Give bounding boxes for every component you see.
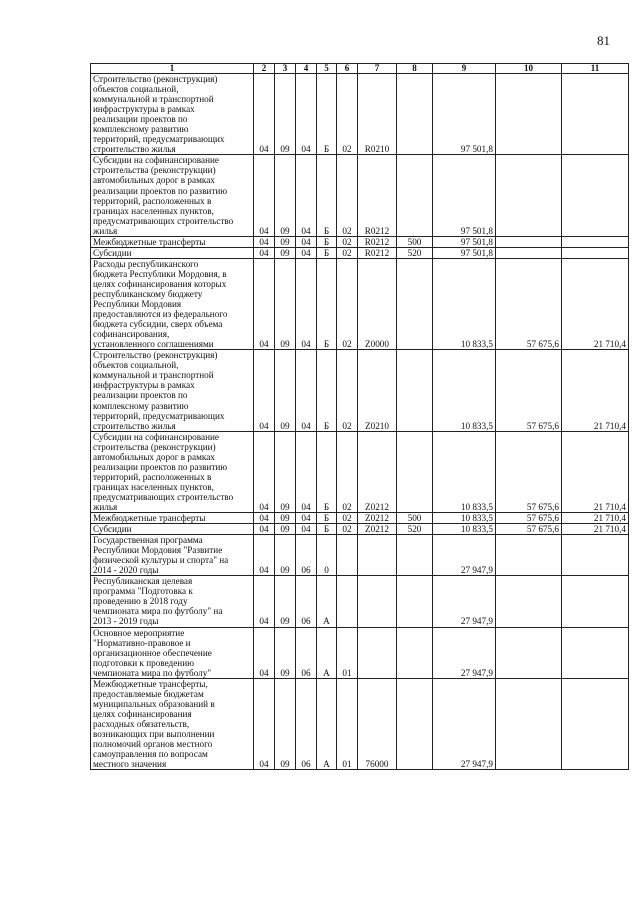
code-direction: 76000 (358, 678, 397, 769)
description-line: строительство жилья (93, 420, 176, 431)
code-section: 04 (254, 627, 275, 678)
amount-col9: 10 833,5 (433, 431, 496, 512)
description-line: Основное мероприятие (93, 627, 185, 638)
code-subprogram: Б (317, 155, 337, 236)
description-line: Субсидии на софинансирование (93, 431, 219, 442)
description-line: территорий, расположенных в (93, 471, 212, 482)
code-program: 06 (296, 535, 317, 576)
description-line: территорий, предусматривающих (93, 134, 225, 145)
amount-col9: 27 947,9 (433, 678, 496, 769)
code-expense-type: 520 (397, 247, 433, 258)
amount-col10 (496, 247, 562, 258)
table-row (91, 535, 629, 576)
description-line: реализации проектов по (93, 390, 188, 401)
code-section: 04 (254, 524, 275, 535)
code-activity: 02 (337, 236, 358, 247)
row-description (91, 258, 254, 349)
code-activity: 02 (337, 524, 358, 535)
description-line: чемпионата мира по футболу" на (93, 606, 223, 617)
amount-col9: 10 833,5 (433, 524, 496, 535)
code-activity: 01 (337, 627, 358, 678)
description-line: границах населенных пунктов, (93, 481, 214, 492)
code-expense-type (397, 258, 433, 349)
description-line: предусматривающих строительство (93, 215, 234, 226)
column-header: 2 (254, 64, 275, 74)
description-line: коммунальной и транспортной (93, 370, 214, 381)
amount-col11 (562, 678, 629, 769)
code-subsection: 09 (275, 678, 296, 769)
amount-col11: 21 710,4 (562, 350, 629, 431)
column-header: 1 (91, 64, 254, 74)
description-line: комплексному развитию (93, 400, 189, 411)
code-expense-type: 520 (397, 524, 433, 535)
code-program: 04 (296, 155, 317, 236)
code-direction: Z0212 (358, 431, 397, 512)
table-row (91, 524, 629, 535)
description-line: Строительство (реконструкция) (93, 74, 218, 84)
description-line: Субсидии (93, 247, 132, 258)
description-line: полномочий органов местного (93, 739, 213, 750)
code-expense-type (397, 350, 433, 431)
code-expense-type (397, 74, 433, 155)
row-description (91, 155, 254, 236)
row-description (91, 247, 254, 258)
code-program: 04 (296, 513, 317, 524)
amount-col11 (562, 535, 629, 576)
description-line: реализации проектов по развитию (93, 185, 228, 196)
amount-col10 (496, 535, 562, 576)
table-row (91, 627, 629, 678)
description-line: "Нормативно-правовое и (93, 637, 191, 648)
description-line: границах населенных пунктов, (93, 205, 214, 216)
code-activity: 01 (337, 678, 358, 769)
code-direction: Z0212 (358, 524, 397, 535)
description-line: комплексному развитию (93, 124, 189, 135)
code-expense-type (397, 155, 433, 236)
code-program: 04 (296, 247, 317, 258)
code-activity: 02 (337, 155, 358, 236)
description-line: территорий, расположенных в (93, 195, 212, 206)
code-expense-type (397, 431, 433, 512)
amount-col10 (496, 236, 562, 247)
code-subprogram: Б (317, 431, 337, 512)
description-line: местного значения (93, 759, 167, 770)
code-subprogram: А (317, 678, 337, 769)
amount-col11: 21 710,4 (562, 513, 629, 524)
description-line: автомобильных дорог в рамках (93, 175, 215, 186)
code-expense-type (397, 535, 433, 576)
description-line: целях софинансирования (93, 708, 192, 719)
code-subprogram: Б (317, 236, 337, 247)
code-activity (337, 535, 358, 576)
description-line: Межбюджетные трансферты (93, 513, 206, 524)
code-section: 04 (254, 576, 275, 627)
code-program: 06 (296, 627, 317, 678)
code-subprogram: 0 (317, 535, 337, 576)
code-section: 04 (254, 535, 275, 576)
code-expense-type (397, 576, 433, 627)
description-line: реализации проектов по (93, 114, 188, 125)
code-subprogram: Б (317, 513, 337, 524)
table-body (91, 74, 629, 770)
code-program: 04 (296, 431, 317, 512)
amount-col9: 97 501,8 (433, 74, 496, 155)
description-line: жилья (93, 225, 118, 236)
code-direction: R0210 (358, 74, 397, 155)
table-row (91, 155, 629, 236)
code-subprogram: А (317, 576, 337, 627)
description-line: республиканскому бюджету (93, 288, 203, 299)
budget-table (90, 63, 629, 770)
description-line: подготовки к проведению (93, 657, 194, 668)
code-subsection: 09 (275, 247, 296, 258)
code-expense-type: 500 (397, 513, 433, 524)
code-section: 04 (254, 247, 275, 258)
code-activity: 02 (337, 258, 358, 349)
code-program: 04 (296, 258, 317, 349)
description-line: Межбюджетные трансферты (93, 236, 206, 247)
code-subprogram: Б (317, 524, 337, 535)
header-row (91, 64, 629, 74)
row-description (91, 535, 254, 576)
amount-col9: 10 833,5 (433, 350, 496, 431)
amount-col11 (562, 627, 629, 678)
code-subsection: 09 (275, 535, 296, 576)
amount-col9: 97 501,8 (433, 247, 496, 258)
column-header: 10 (496, 64, 562, 74)
column-header: 7 (358, 64, 397, 74)
amount-col10: 57 675,6 (496, 431, 562, 512)
code-expense-type (397, 627, 433, 678)
description-line: Субсидии на софинансирование (93, 155, 219, 166)
code-activity: 02 (337, 350, 358, 431)
description-line: возникающих при выполнении (93, 729, 215, 739)
description-line: строительства (реконструкции) (93, 441, 216, 452)
amount-col9: 27 947,9 (433, 627, 496, 678)
amount-col9: 10 833,5 (433, 513, 496, 524)
code-subprogram: Б (317, 247, 337, 258)
column-header: 5 (317, 64, 337, 74)
code-direction: R0212 (358, 155, 397, 236)
code-activity: 02 (337, 513, 358, 524)
code-direction: Z0210 (358, 350, 397, 431)
column-header: 11 (562, 64, 629, 74)
code-direction: Z0000 (358, 258, 397, 349)
description-line: софинансирования, (93, 329, 170, 340)
description-line: организационное обеспечение (93, 647, 212, 658)
code-subsection: 09 (275, 576, 296, 627)
code-direction: Z0212 (358, 513, 397, 524)
code-direction: R0212 (358, 236, 397, 247)
table-row (91, 431, 629, 512)
amount-col11 (562, 236, 629, 247)
row-description (91, 513, 254, 524)
description-line: расходных обязательств, (93, 718, 190, 729)
description-line: инфраструктуры в рамках (93, 380, 195, 391)
description-line: инфраструктуры в рамках (93, 104, 195, 115)
code-subsection: 09 (275, 258, 296, 349)
amount-col11 (562, 155, 629, 236)
description-line: Республики Мордовия (93, 299, 182, 310)
amount-col11: 21 710,4 (562, 524, 629, 535)
amount-col9: 97 501,8 (433, 155, 496, 236)
table-row (91, 513, 629, 524)
description-line: объектов социальной, (93, 360, 179, 371)
code-direction: R0212 (358, 247, 397, 258)
code-activity: 02 (337, 74, 358, 155)
amount-col11: 21 710,4 (562, 431, 629, 512)
code-section: 04 (254, 155, 275, 236)
amount-col10: 57 675,6 (496, 258, 562, 349)
code-subsection: 09 (275, 627, 296, 678)
code-activity: 02 (337, 431, 358, 512)
amount-col10 (496, 155, 562, 236)
description-line: Субсидии (93, 524, 132, 535)
description-line: целях софинансирования которых (93, 278, 227, 289)
code-subsection: 09 (275, 350, 296, 431)
description-line: строительства (реконструкции) (93, 165, 216, 176)
amount-col9: 27 947,9 (433, 576, 496, 627)
code-section: 04 (254, 350, 275, 431)
amount-col10: 57 675,6 (496, 524, 562, 535)
code-program: 04 (296, 350, 317, 431)
row-description (91, 74, 254, 155)
column-header: 4 (296, 64, 317, 74)
description-line: Расходы республиканского (93, 258, 199, 269)
row-description (91, 627, 254, 678)
code-section: 04 (254, 678, 275, 769)
code-direction (358, 576, 397, 627)
code-subprogram: Б (317, 350, 337, 431)
code-section: 04 (254, 258, 275, 349)
description-line: реализации проектов по развитию (93, 461, 228, 472)
code-section: 04 (254, 513, 275, 524)
code-subprogram: А (317, 627, 337, 678)
code-direction (358, 535, 397, 576)
table-row (91, 576, 629, 627)
code-program: 06 (296, 576, 317, 627)
code-activity (337, 576, 358, 627)
table-row (91, 236, 629, 247)
code-section: 04 (254, 236, 275, 247)
description-line: объектов социальной, (93, 84, 179, 95)
amount-col11 (562, 247, 629, 258)
description-line: жилья (93, 501, 118, 512)
table-row (91, 258, 629, 349)
description-line: коммунальной и транспортной (93, 94, 214, 105)
code-subprogram: Б (317, 74, 337, 155)
description-line: бюджета Республики Мордовия, в (93, 268, 227, 279)
description-line: предоставляемые бюджетам (93, 688, 204, 699)
description-line: чемпионата мира по футболу" (93, 667, 212, 678)
description-line: предусматривающих строительство (93, 491, 234, 502)
description-line: бюджета субсидии, сверх объема (93, 319, 223, 330)
row-description (91, 236, 254, 247)
column-header: 8 (397, 64, 433, 74)
description-line: физической культуры и спорта" на (93, 555, 229, 566)
table-row (91, 247, 629, 258)
description-line: Строительство (реконструкция) (93, 350, 218, 361)
code-expense-type: 500 (397, 236, 433, 247)
code-activity: 02 (337, 247, 358, 258)
code-subsection: 09 (275, 155, 296, 236)
code-subprogram: Б (317, 258, 337, 349)
code-subsection: 09 (275, 513, 296, 524)
description-line: Государственная программа (93, 535, 203, 546)
amount-col9: 10 833,5 (433, 258, 496, 349)
description-line: установленного соглашениями (93, 339, 214, 350)
description-line: 2013 - 2019 годы (93, 616, 159, 627)
amount-col10: 57 675,6 (496, 350, 562, 431)
amount-col11: 21 710,4 (562, 258, 629, 349)
description-line: проведению в 2018 году (93, 596, 188, 607)
code-section: 04 (254, 74, 275, 155)
column-header: 9 (433, 64, 496, 74)
amount-col11 (562, 576, 629, 627)
code-program: 06 (296, 678, 317, 769)
code-program: 04 (296, 236, 317, 247)
row-description (91, 576, 254, 627)
code-subsection: 09 (275, 431, 296, 512)
description-line: муниципальных образований в (93, 698, 215, 709)
column-header: 3 (275, 64, 296, 74)
row-description (91, 431, 254, 512)
description-line: строительство жилья (93, 144, 176, 155)
amount-col9: 27 947,9 (433, 535, 496, 576)
description-line: автомобильных дорог в рамках (93, 451, 215, 462)
amount-col10 (496, 576, 562, 627)
description-line: предоставляются из федерального (93, 309, 228, 320)
amount-col10: 57 675,6 (496, 513, 562, 524)
code-direction (358, 627, 397, 678)
amount-col9: 97 501,8 (433, 236, 496, 247)
amount-col10 (496, 627, 562, 678)
code-subsection: 09 (275, 524, 296, 535)
code-program: 04 (296, 524, 317, 535)
amount-col10 (496, 74, 562, 155)
description-line: 2014 - 2020 годы (93, 565, 159, 576)
code-subsection: 09 (275, 236, 296, 247)
description-line: программа "Подготовка к (93, 586, 193, 597)
code-subsection: 09 (275, 74, 296, 155)
row-description (91, 350, 254, 431)
code-expense-type (397, 678, 433, 769)
description-line: самоуправления по вопросам (93, 749, 208, 760)
page-number: 81 (597, 33, 610, 48)
column-header: 6 (337, 64, 358, 74)
row-description (91, 678, 254, 769)
table-row (91, 74, 629, 155)
amount-col11 (562, 74, 629, 155)
table-row (91, 678, 629, 769)
description-line: Межбюджетные трансферты, (93, 678, 208, 689)
description-line: Республиканская целевая (93, 576, 193, 587)
code-program: 04 (296, 74, 317, 155)
row-description (91, 524, 254, 535)
code-section: 04 (254, 431, 275, 512)
table-row (91, 350, 629, 431)
amount-col10 (496, 678, 562, 769)
description-line: Республики Мордовия "Развитие (93, 545, 223, 556)
description-line: территорий, предусматривающих (93, 410, 225, 421)
